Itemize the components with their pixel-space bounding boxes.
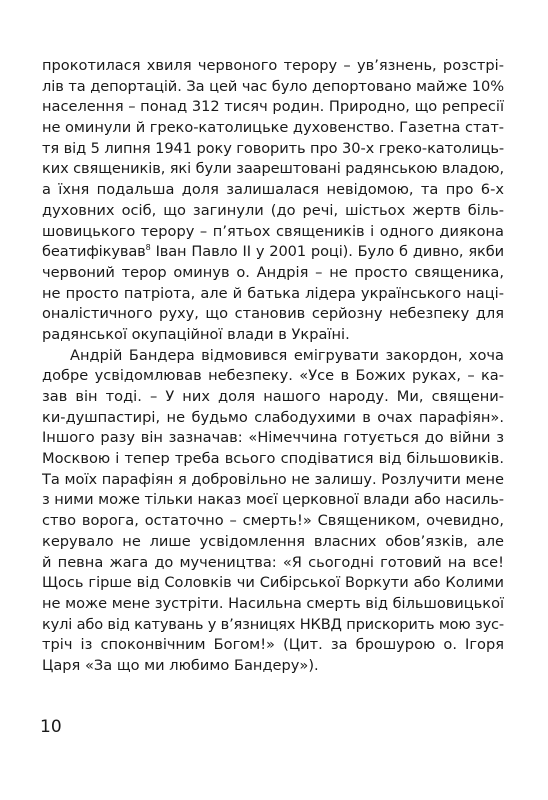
text-line: Іншого разу він зазначав: «Німеччина готується до війни з (42, 429, 504, 447)
text-line: Москвою і тепер треба всього сподіватися від більшовиків. (42, 450, 504, 468)
page-number: 10 (40, 717, 62, 737)
text-line: лів та депортацій. За цей час було депортовано майже 10% (42, 77, 504, 95)
text-line-last: Царя «За що ми любимо Бандеру»). (42, 656, 319, 674)
text-line: ство ворога, остаточно – смерть!» Священиком, очевидно, (42, 512, 504, 530)
text-line: не може мене зустріти. Насильна смерть від більшовицької (42, 594, 504, 612)
text-line: керувало не лише усвідомлення власних обов’язків, але (42, 532, 504, 550)
footnote-marker: 8 (145, 243, 151, 253)
text-line: ки-душпастирі, не будьмо слабодухими в очах парафіян». (42, 408, 504, 426)
text-line: шовицького терору – п’ятьох священиків і одного диякона (42, 222, 504, 240)
text-line-indent: Андрій Бандера відмовився емігрувати закордон, хоча (70, 346, 504, 364)
text-line: духовних осіб, що загинули (до речі, шістьох жертв біль- (42, 201, 504, 219)
text-line: зав він тоді. – У них доля нашого народу. Ми, священи- (42, 388, 504, 405)
text-line: прокотилася хвиля червоного терору – ув’язнень, розстрі- (42, 57, 504, 74)
text-line: червоний терор оминув о. Андрія – не просто священика, (42, 263, 504, 281)
text-line: тя від 5 липня 1941 року говорить про 30-х греко-католиць- (42, 139, 504, 157)
text-segment: беатифікував (42, 243, 146, 261)
text-line: а їхня подальша доля залишалася невідомою, та про 6-х (42, 181, 504, 199)
text-line: населення – понад 312 тисяч родин. Природно, що репресії (42, 98, 504, 116)
text-line-last: радянської окупаційної влади в Україні. (42, 325, 350, 343)
text-line: добре усвідомлював небезпеку. «Усе в Божих руках, – ка- (42, 367, 504, 385)
text-line: Щось гірше від Соловків чи Сибірської Воркути або Колими (42, 574, 504, 592)
text-line: й певна жага до мучеництва: «Я сьогодні готовий на все! (42, 553, 504, 571)
text-line: ких священиків, які були заарештовані радянською владою, (42, 160, 504, 178)
text-line: не просто патріота, але й батька лідера українського наці- (42, 284, 504, 302)
text-line: з ними може тільки наказ моєї церковної влади або насиль- (42, 491, 504, 509)
text-segment: Іван Павло ІІ у 2001 році). Було б дивно, якби (155, 243, 504, 261)
text-line: тріч із споконвічним Богом!» (Цит. за брошурою о. Ігоря (42, 636, 504, 654)
body-text (42, 56, 504, 677)
text-line: Та моїх парафіян я добровільно не залишу. Розлучити мене (42, 470, 504, 488)
text-line: не оминули й греко-католицьке духовенство. Газетна стат- (42, 119, 504, 137)
text-line: кулі або від катувань у в’язницях НКВД прискорить мою зус- (42, 615, 504, 633)
text-line: оналістичного руху, що становив серйозну небезпеку для (42, 305, 504, 323)
text-line-with-footnote (42, 242, 504, 263)
